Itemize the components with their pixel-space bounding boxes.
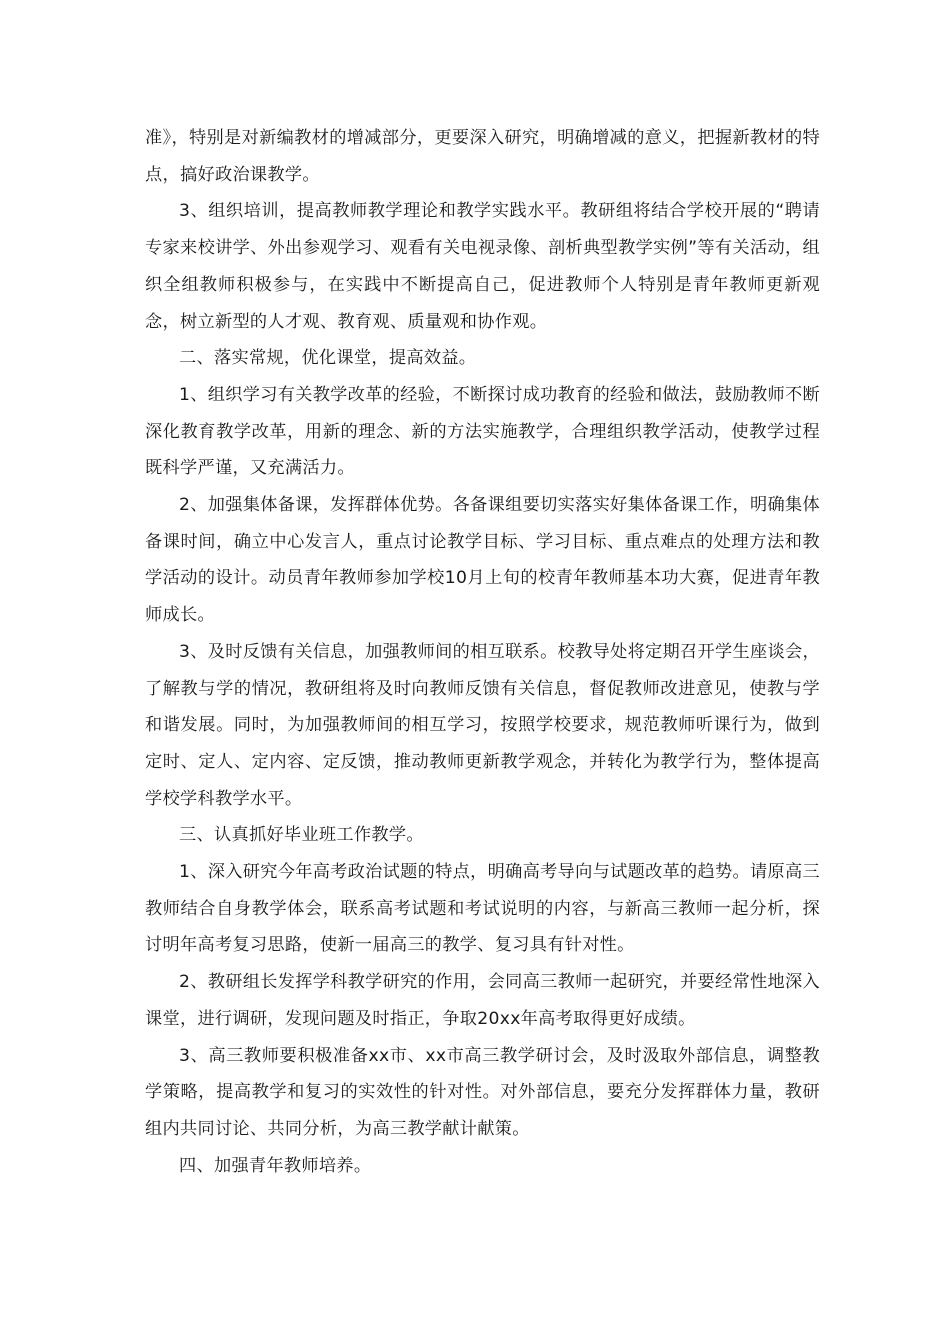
paragraph-collective-lesson-prep: 2、加强集体备课，发挥群体优势。各备课组要切实落实好集体备课工作，明确集体备课时间，确立中心发言人，重点讨论教学目标、学习目标、重点难点的处理方法和教学活动的设计。动员青年教师参加学校10月上旬的校青年教师基本功大赛，促进青年教师成长。: [145, 495, 820, 626]
document-body: [145, 120, 820, 1184]
paragraph-exam-research: 1、深入研究今年高考政治试题的特点，明确高考导向与试题改革的趋势。请原高三教师结合自身教学体会，联系高考试题和考试说明的内容，与新高三教师一起分析，探讨明年高考复习思路，使新一届高三的教学、复习具有针对性。: [145, 862, 820, 956]
section-heading-young-teachers: 四、加强青年教师培养。: [179, 1155, 372, 1176]
paragraph-reform-study: 1、组织学习有关教学改革的经验，不断探讨成功教育的经验和做法，鼓励教师不断深化教育教学改革，用新的理念、新的方法实施教学，合理组织教学活动，使教学过程既科学严谨，又充满活力。: [145, 384, 820, 479]
paragraph-seminar-prep: 3、高三教师要积极准备xx市、xx市高三教学研讨会，及时汲取外部信息，调整教学策略，提高教学和复习的实效性的针对性。对外部信息，要充分发挥群体力量，教研组内共同讨论、共同分析，为高三教学献计献策。: [145, 1045, 820, 1139]
section-heading-routine: 二、落实常规，优化课堂，提高效益。: [179, 348, 477, 369]
paragraph-feedback: 3、及时反馈有关信息，加强教师间的相互联系。校教导处将定期召开学生座谈会，了解教与学的情况，教研组将及时向教师反馈有关信息，督促教师改进意见，使教与学和谐发展。同时，为加强教师间的相互学习，按照学校要求，规范教师听课行为，做到定时、定人、定内容、定反馈，推动教师更新教学观念，并转化为教学行为，整体提高学校学科教学水平。: [145, 641, 820, 809]
paragraph-training: 3、组织培训，提高教师教学理论和教学实践水平。教研组将结合学校开展的“聘请专家来校讲学、外出参观学习、观看有关电视录像、剖析典型教学实例”等有关活动，组织全组教师积极参与，在实践中不断提高自己，促进教师个人特别是青年教师更新观念，树立新型的人才观、教育观、质量观和协作观。: [145, 201, 820, 332]
paragraph-group-leader: 2、教研组长发挥学科教学研究的作用，会同高三教师一起研究，并要经常性地深入课堂，进行调研，发现问题及时指正，争取20xx年高考取得更好成绩。: [145, 972, 820, 1029]
section-heading-graduating-class: 三、认真抓好毕业班工作教学。: [179, 825, 424, 846]
paragraph-continuation: 准》，特别是对新编教材的增减部分，更要深入研究，明确增减的意义，把握新教材的特点，搞好政治课教学。: [145, 128, 820, 185]
